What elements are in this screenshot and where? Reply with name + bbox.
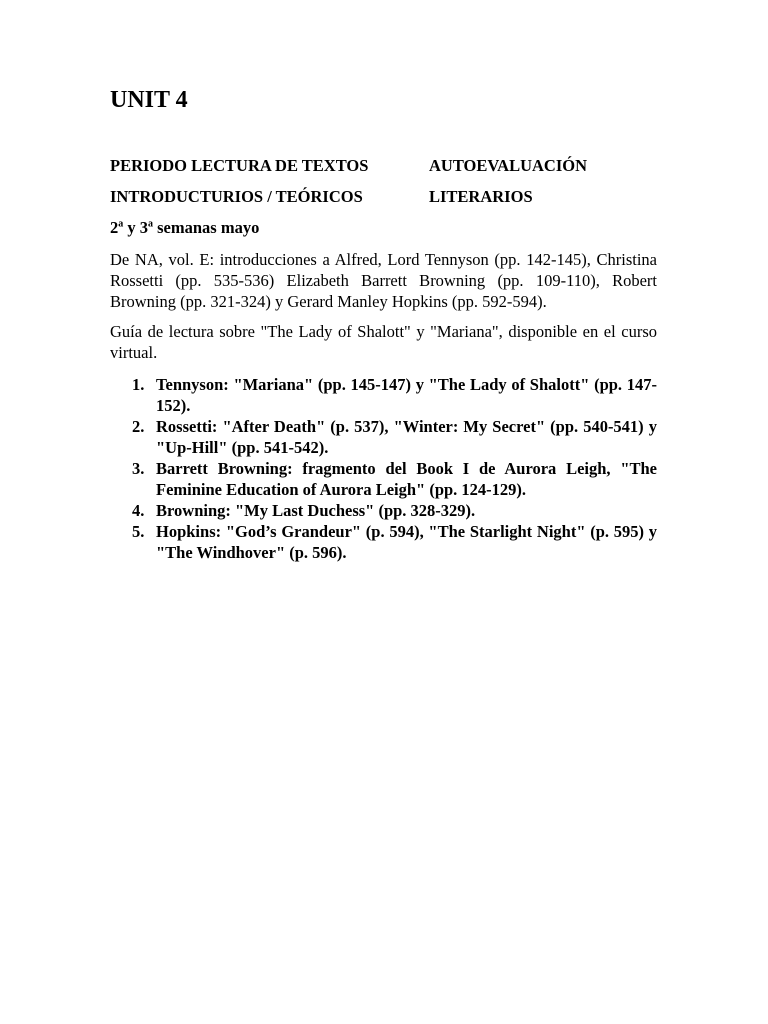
list-item-number: 3. <box>132 459 145 478</box>
list-item <box>110 416 657 458</box>
period-sup-1: a <box>118 218 124 230</box>
list-item <box>110 521 657 563</box>
list-item-text: Tennyson: "Mariana" (pp. 145-147) y "The Lady of Shalott" (pp. 147-152). <box>156 375 657 415</box>
list-item-text: Rossetti: "After Death" (p. 537), "Winter: My Secret" (pp. 540-541) y "Up-Hill" (pp. 541-542). <box>156 417 657 457</box>
literary-readings-list <box>110 374 657 563</box>
header-autoevaluacion: AUTOEVALUACIÓN <box>429 156 588 175</box>
list-item-text: Browning: "My Last Duchess" (pp. 328-329). <box>156 501 476 520</box>
header-literarios: LITERARIOS <box>429 187 533 206</box>
list-item-number: 1. <box>132 375 145 394</box>
list-item-text: Barrett Browning: fragmento del Book I de Aurora Leigh, "The Feminine Education of Aurora Leigh" (pp. 124-129). <box>156 459 657 499</box>
list-item-number: 5. <box>132 522 145 541</box>
list-item <box>110 458 657 500</box>
header-periodo-lectura: PERIODO LECTURA DE TEXTOS <box>110 156 369 175</box>
list-item <box>110 500 657 521</box>
reading-guide-paragraph: Guía de lectura sobre "The Lady of Shalott" y "Mariana", disponible en el curso virtual. <box>110 322 657 362</box>
list-item <box>110 374 657 416</box>
period-first: 2 <box>110 218 119 237</box>
list-item-number: 4. <box>132 501 145 520</box>
period-label <box>110 217 259 239</box>
schedule-header <box>110 155 657 217</box>
list-item-text: Hopkins: "God’s Grandeur" (p. 594), "The Starlight Night" (p. 595) y "The Windhover" (p. 596). <box>156 522 657 562</box>
header-row-2 <box>110 186 657 217</box>
period-rest: semanas mayo <box>153 218 260 237</box>
intro-readings-paragraph: De NA, vol. E: introducciones a Alfred, Lord Tennyson (pp. 142-145), Christina Rossetti (pp. 535-536) Elizabeth Barrett Browning (pp. 109-110), Robert Browning (pp. 321-324) y Gerard Manley Hopkins (pp. 592-594). <box>110 250 657 311</box>
period-mid: y 3 <box>123 218 148 237</box>
list-item-number: 2. <box>132 417 145 436</box>
header-introductorios: INTRODUCTURIOS / TEÓRICOS <box>110 187 363 206</box>
unit-title: UNIT 4 <box>110 87 188 113</box>
period-sup-2: a <box>148 218 153 230</box>
header-row-1 <box>110 155 657 186</box>
